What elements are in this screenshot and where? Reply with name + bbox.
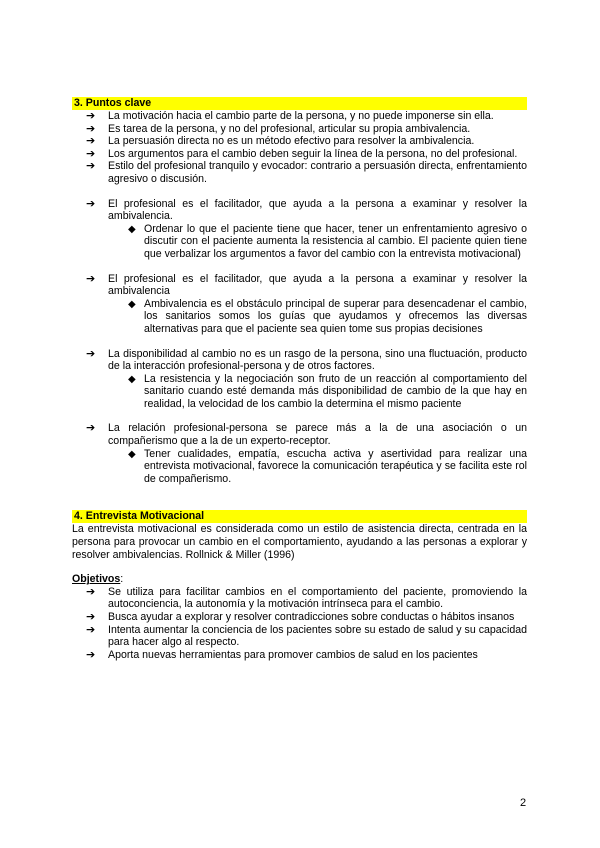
list-item bbox=[72, 649, 527, 662]
objectives-colon: : bbox=[120, 573, 124, 586]
list-item bbox=[72, 422, 527, 447]
list-item-text: Aporta nuevas herramientas para promover cambios de salud en los pacientes bbox=[108, 648, 478, 661]
list-item bbox=[72, 123, 527, 136]
section-4 bbox=[72, 510, 527, 661]
arrow-right-icon: ➔ bbox=[86, 347, 96, 360]
arrow-right-icon: ➔ bbox=[86, 122, 96, 135]
arrow-right-icon: ➔ bbox=[86, 611, 96, 623]
page-number: 2 bbox=[520, 797, 527, 809]
list-item bbox=[72, 160, 527, 185]
list-item-text: Se utiliza para facilitar cambios en el comportamiento del paciente, promoviendo la autoconciencia, la autonomía y la motivación intrínseca para el cambio. bbox=[108, 585, 527, 611]
arrow-right-icon: ➔ bbox=[86, 110, 96, 122]
sub-item-text: Tener cualidades, empatía, escucha activa y asertividad para realizar una entrevista motivacional, favorece la comunicación terapéutica y se facilita este rol de compañerismo. bbox=[144, 447, 527, 485]
list-item-text: Es tarea de la persona, y no del profesional, articular su propia ambivalencia. bbox=[108, 122, 471, 135]
arrow-right-icon: ➔ bbox=[86, 623, 96, 636]
list-item bbox=[72, 135, 527, 148]
intro-paragraph: La entrevista motivacional es considerada como un estilo de asistencia directa, centrada en la persona para provocar un cambio en el comportamiento, ayudando a las personas a explorar y resolver ambivalencias. Rollnick & Miller (1996) bbox=[72, 523, 527, 561]
list-item bbox=[72, 611, 527, 624]
list-item-text: El profesional es el facilitador, que ayuda a la persona a examinar y resolver la ambivalencia bbox=[108, 272, 527, 298]
list-item-text: Busca ayudar a explorar y resolver contradicciones sobre conductas o hábitos insanos bbox=[108, 611, 515, 623]
diamond-icon: ◆ bbox=[128, 448, 136, 460]
sub-item bbox=[72, 223, 527, 261]
point-group bbox=[72, 273, 527, 336]
list-item-text: La relación profesional-persona se parece más a la de una asociación o un compañerismo que a la de un experto-receptor. bbox=[108, 422, 527, 448]
arrow-right-icon: ➔ bbox=[86, 422, 96, 435]
list-item bbox=[72, 586, 527, 611]
list-item bbox=[72, 110, 527, 123]
list-item-text: La disponibilidad al cambio no es un rasgo de la persona, sino una fluctuación, producto de la interacción profesional-persona y de otros factores. bbox=[108, 347, 527, 373]
list-item-text: La persuasión directa no es un método efectivo para resolver la ambivalencia. bbox=[108, 135, 475, 148]
document-body bbox=[72, 97, 527, 661]
list-item bbox=[72, 624, 527, 649]
point-group bbox=[72, 422, 527, 485]
objectives-heading bbox=[72, 573, 527, 586]
arrow-right-icon: ➔ bbox=[86, 147, 96, 160]
diamond-icon: ◆ bbox=[128, 223, 136, 235]
diamond-icon: ◆ bbox=[128, 373, 136, 385]
list-item bbox=[72, 198, 527, 223]
sub-item bbox=[72, 298, 527, 336]
key-points-list bbox=[72, 110, 527, 186]
sub-item bbox=[72, 448, 527, 486]
arrow-right-icon: ➔ bbox=[86, 585, 96, 598]
point-group bbox=[72, 348, 527, 411]
sub-item-text: Ambivalencia es el obstáculo principal de superar para desencadenar el cambio, los sanitarios somos los guías que ayudamos y ofrecemos las diversas alternativas para que el paciente sea quien tome sus propias decisiones bbox=[144, 297, 527, 335]
list-item bbox=[72, 348, 527, 373]
diamond-icon: ◆ bbox=[128, 298, 136, 310]
section-3 bbox=[72, 97, 527, 485]
sub-item-text: Ordenar lo que el paciente tiene que hacer, tener un enfrentamiento agresivo o discutir con el paciente aumenta la resistencia al cambio. El paciente quien tiene que verbalizar los argumentos a favor del cambio con la entrevista motivacional) bbox=[144, 222, 527, 260]
list-item-text: La motivación hacia el cambio parte de la persona, y no puede imponerse sin ella. bbox=[108, 110, 494, 122]
section-heading: 4. Entrevista Motivacional bbox=[72, 510, 527, 523]
objectives-label: Objetivos bbox=[72, 573, 121, 586]
arrow-right-icon: ➔ bbox=[86, 135, 96, 148]
list-item-text: Intenta aumentar la conciencia de los pacientes sobre su estado de salud y su capacidad para hacer algo al respecto. bbox=[108, 623, 527, 649]
list-item-text: El profesional es el facilitador, que ayuda a la persona a examinar y resolver la ambivalencia. bbox=[108, 197, 527, 223]
list-item bbox=[72, 148, 527, 161]
list-item bbox=[72, 273, 527, 298]
section-heading: 3. Puntos clave bbox=[72, 97, 527, 110]
list-item-text: Los argumentos para el cambio deben seguir la línea de la persona, no del profesional. bbox=[108, 147, 518, 160]
sub-item-text: La resistencia y la negociación son fruto de un reacción al comportamiento del sanitario cuando esté demanda más disponibilidad de cambio de la que hay en realidad, la velocidad de los cambio la determina el mismo paciente bbox=[144, 372, 527, 410]
list-item-text: Estilo del profesional tranquilo y evocador: contrario a persuasión directa, enfrentamiento agresivo o discusión. bbox=[108, 160, 527, 185]
sub-item bbox=[72, 373, 527, 411]
arrow-right-icon: ➔ bbox=[86, 272, 96, 285]
point-group bbox=[72, 198, 527, 261]
arrow-right-icon: ➔ bbox=[86, 197, 96, 210]
arrow-right-icon: ➔ bbox=[86, 648, 96, 661]
arrow-right-icon: ➔ bbox=[86, 160, 96, 173]
objectives-list bbox=[72, 586, 527, 662]
